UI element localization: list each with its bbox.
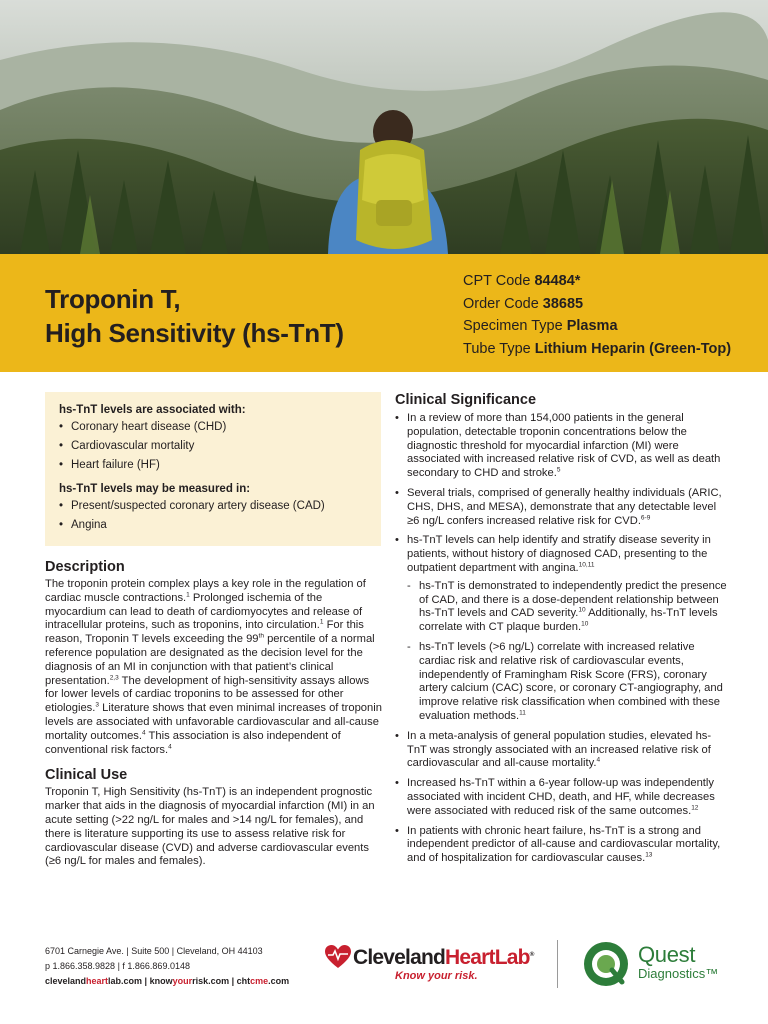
sub-list <box>407 580 730 724</box>
list-item: • Coronary heart disease (CHD) <box>59 418 381 437</box>
footer-contact <box>45 944 289 989</box>
right-column <box>395 392 730 872</box>
quest-logo-icon <box>582 940 630 988</box>
footer-websites[interactable]: clevelandheartlab.com | knowyourrisk.com | chtcme.com <box>45 976 290 986</box>
left-column <box>45 559 383 869</box>
clinical-use-heading: Clinical Use <box>45 767 128 784</box>
list-item: • hs-TnT levels can help identify and stratify disease severity in patients, without history of diagnosed CAD, presenting to the outpatient department with angina.$^{10,11}$ - hs-TnT is demonstrated to independently predict the presence of CAD, and there is a dose-dependent relationship between hs-TnT levels and CAD severity.$^{10}$ Additionally, hs-TnT levels correlate with CT plaque burden.$^{10}$ - hs-TnT levels (>6 ng/L) correlate with increased relative cardiac risk and relative risk of cardiovascular events, independently of Framingham Risk Score (FRS), coronary artery calcium (CAC) score, or coronary CT-angiography, and improve relative risk classification when combined with these evaluation methods.$^{11}$ <box>395 534 730 723</box>
sub-list-item: - hs-TnT is demonstrated to independently predict the presence of CAD, and there is a dose-dependent relationship between hs-TnT levels and CAD severity.$^{10}$ Additionally, hs-TnT levels correlate with CT plaque burden.$^{10}$ <box>407 580 730 635</box>
forest-hiker-image <box>0 0 768 254</box>
quest-wordmark: Quest <box>638 942 696 967</box>
list-item: • Several trials, comprised of generally healthy individuals (ARIC, CHS, DHS, and MESA), demonstrate that any detectable level ≥6 ng/L confers increased relative risk for CVD.$^{6-9}$ <box>395 487 730 528</box>
associations-callout <box>45 392 381 546</box>
list-item: • In a meta-analysis of general population studies, elevated hs-TnT was strongly associated with an increased relative risk of cardiovascular and all-cause mortality.$^4$ <box>395 730 730 771</box>
spec-tube-type: Tube Type Lithium Heparin (Green-Top) <box>463 340 732 357</box>
footer-phone: p 1.866.358.9828 | f 1.866.869.0148 <box>45 961 190 971</box>
quest-subtitle: Diagnostics™ <box>638 966 719 981</box>
list-item: • Present/suspected coronary artery disease (CAD) <box>59 497 381 516</box>
description-heading: Description <box>45 559 125 575</box>
significance-list <box>395 412 730 866</box>
list-item: • Angina <box>59 516 381 535</box>
spec-cpt-code: CPT Code 84484* <box>463 273 581 289</box>
title-line-2: High Sensitivity (hs-TnT) <box>45 318 344 348</box>
list-item: • Increased hs-TnT within a 6-year follow-up was independently associated with incident CHD, death, and HF, while decreases were associated with reduced risk of the same outcomes.$^{12}$ <box>395 777 730 818</box>
description-text: The troponin protein complex plays a key role in the regulation of cardiac muscle contractions.$^1$ Prolonged ischemia of the myocardium can lead to death of cardiomyocytes and release of intracellular proteins, such as troponins, into circulation.$^1$ For this reason, Troponin T levels exceeding the 99th percentile of a normal reference population are designated as the decision level for the diagnosis of an MI in conjunction with that patient’s clinical presentation.$^{2,3}$ The development of high-sensitivity assays allows for lower levels of cardiac troponins to be assessed for other etiologies.$^3$ Literature shows that even minimal increases of troponin levels are associated with unfavorable cardiovascular and all-cause mortality outcomes.$^4$ This association is also independent of conventional risk factors.$^4$ <box>45 578 382 756</box>
callout-heading-associated: hs-TnT levels are associated with: <box>59 404 246 416</box>
page-title <box>45 282 344 350</box>
list-item: • In a review of more than 154,000 patients in the general population, detectable troponin concentrations below the diagnostic threshold for myocardial infarction (MI) were associated with increased relative risk of CVD, as well as death secondary to CHD and stroke.$^5$ <box>395 412 730 481</box>
title-line-1: Troponin T, <box>45 284 181 314</box>
test-specs <box>463 270 731 360</box>
hero-photo <box>0 0 768 254</box>
list-item: • Cardiovascular mortality <box>59 437 381 456</box>
clinical-use-text: Troponin T, High Sensitivity (hs-TnT) is an independent prognostic marker that aids in the diagnosis of myocardial infarction (MI) in an acute setting (>22 ng/L for males and >14 ng/L for females), and there is literature supporting its use to assess relative risk for cardiovascular disease (CVD) and adverse cardiovascular events (≥6 ng/L for males and females). <box>45 786 375 868</box>
quest-diagnostics-logo <box>582 940 732 990</box>
chl-wordmark: ClevelandHeartLab® <box>353 946 534 969</box>
list-item: • In patients with chronic heart failure, hs-TnT is a strong and independent predictor of all-cause and cardiovascular mortality, and of hospitalization for cardiovascular causes.$^{13}$ <box>395 825 730 866</box>
sub-list-item: - hs-TnT levels (>6 ng/L) correlate with increased relative cardiac risk and relative risk of cardiovascular events, independently of Framingham Risk Score (FRS), coronary artery calcium (CAC) score, or coronary CT-angiography, and improve relative risk classification when combined with these evaluation methods.$^{11}$ <box>407 641 730 724</box>
logo-divider <box>557 940 558 988</box>
measured-list <box>59 497 381 535</box>
associated-list <box>59 418 381 475</box>
footer-address: 6701 Carnegie Ave. | Suite 500 | Cleveland, OH 44103 <box>45 946 263 956</box>
heart-logo-icon <box>325 945 351 969</box>
list-item: • Heart failure (HF) <box>59 456 381 475</box>
clinical-significance-heading: Clinical Significance <box>395 392 537 408</box>
cleveland-heartlab-logo <box>325 944 540 984</box>
title-banner <box>0 254 768 372</box>
spec-order-code: Order Code 38685 <box>463 295 584 312</box>
spec-specimen-type: Specimen Type Plasma <box>463 318 618 334</box>
callout-heading-measured: hs-TnT levels may be measured in: <box>59 483 251 495</box>
chl-tagline: Know your risk. <box>395 970 478 982</box>
